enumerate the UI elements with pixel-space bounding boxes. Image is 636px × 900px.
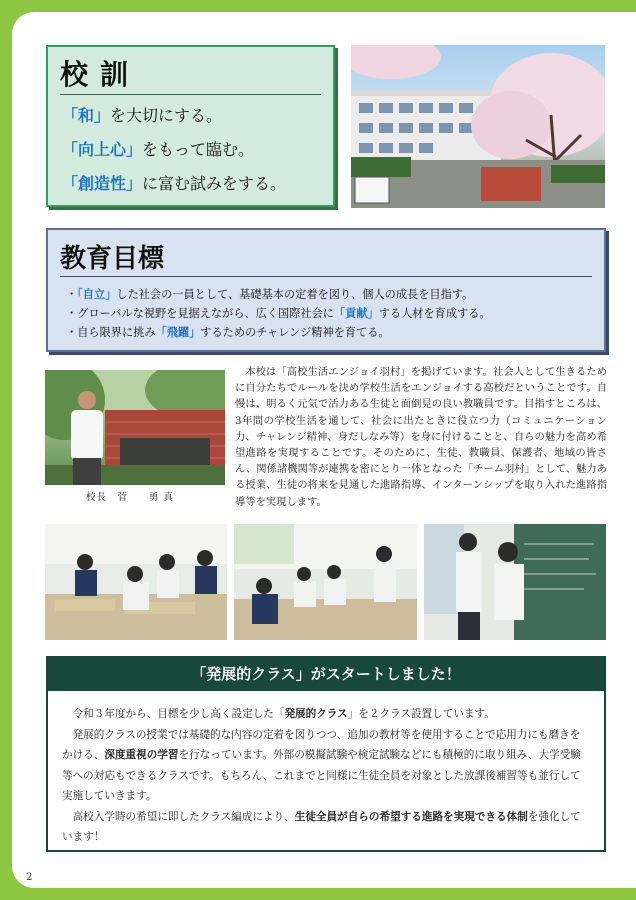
motto-keyword: 「向上心」 (62, 140, 143, 159)
goal-text: した社会の一員として、基礎基本の定着を図り、個人の成長を目指す。 (116, 288, 474, 301)
principal-caption: 校長 菅 勇 真 (86, 492, 175, 503)
goal-keyword: 「自立」 (77, 288, 117, 301)
dev-text: 高校入学時の希望に即したクラス編成により、 (72, 810, 295, 823)
motto-keyword: 「和」 (62, 106, 111, 125)
motto-text: をもって臨む。 (142, 140, 255, 159)
dev-bold-text: 発展的クラス (284, 708, 348, 720)
principal-photo (45, 370, 225, 485)
goal-item (66, 305, 491, 321)
goal-keyword: 「飛躍」 (155, 326, 201, 339)
development-class-header: 「発展的クラス」がスタートしました！ (48, 658, 604, 691)
goal-text: ・グローバルな視野を見据えながら、広く国際社会に (66, 307, 334, 320)
dev-paragraph-2 (62, 725, 590, 807)
goal-text: ・ (66, 288, 78, 301)
dev-text: を強化しています！ (62, 810, 581, 843)
goal-text: する人材を育成する。 (378, 307, 491, 320)
dev-bold-text: 生徒全員が自らの希望する進路を実現できる体制 (294, 810, 528, 823)
motto-box (46, 45, 335, 207)
classroom-photo-3 (424, 524, 606, 640)
goal-text: ・自ら限界に挑み (66, 326, 156, 339)
school-building-photo (351, 45, 605, 208)
motto-divider (60, 94, 321, 95)
dev-bold-text: 深度重視の学習 (104, 749, 179, 761)
classroom-photo-1 (45, 524, 227, 640)
motto-title: 校訓 (60, 58, 141, 91)
dev-text: を行なっています。外部の模擬試験や検定試験などにも積極的に取り組み、大学受験等への対応もできるクラスです。もちろん、これまでと同様に生徒全員を対象とした放課後補習等も並行して実施していきます。 (62, 749, 581, 802)
motto-line (62, 137, 254, 160)
development-class-body (62, 704, 590, 848)
goals-divider (60, 276, 592, 277)
goal-item (66, 286, 473, 302)
motto-text: に富む試みをする。 (142, 174, 287, 193)
motto-text: を大切にする。 (110, 106, 223, 125)
intro-paragraph (235, 364, 607, 510)
dev-text: 」を２クラス設置しています。 (347, 708, 495, 720)
education-goals-box (46, 228, 606, 352)
classroom-photo-2 (234, 524, 417, 640)
dev-paragraph-1 (62, 704, 590, 725)
development-class-section (46, 656, 606, 852)
page-number: 2 (26, 872, 33, 883)
motto-line (62, 171, 286, 194)
goal-item (66, 324, 390, 340)
intro-text: 本校は「高校生活エンジョイ羽村」を掲げています。社会人として生きるために自分たちでルールを決め学校生活をエンジョイする高校だということです。自慢は、明るく元気で活力ある生徒と面倒見の良い教職員です。目指すところは、3年間の学校生活を通して、社会に出たときに役立つ力（コミュニケーション力、チャレンジ精神、身だしなみ等）を身に付けることと、自らの魅力を高め希望進路を実現することです。そのために、生徒、教職員、保護者、地域の皆さん、関係諸機関等が連携を密にとり一体となった「チーム羽村」として、魅力ある授業、生徒の将来を見通した進路指導、インターンシップを取り入れた進路指導等を実現します。 (235, 366, 607, 508)
goal-keyword: 「貢献」 (333, 307, 379, 320)
motto-keyword: 「創造性」 (62, 174, 143, 193)
motto-line (62, 103, 222, 126)
goals-title: 教育目標 (60, 244, 165, 274)
dev-paragraph-3 (62, 807, 590, 848)
dev-text: 令和３年度から、目標を少し高く設定した「 (72, 708, 285, 720)
goal-text: するためのチャレンジ精神を育てる。 (200, 326, 390, 339)
dev-text: 発展的クラスの授業では基礎的な内容の定着を図りつつ、追加の教材等を使用することで応用力にも磨きをかける、 (62, 728, 581, 761)
